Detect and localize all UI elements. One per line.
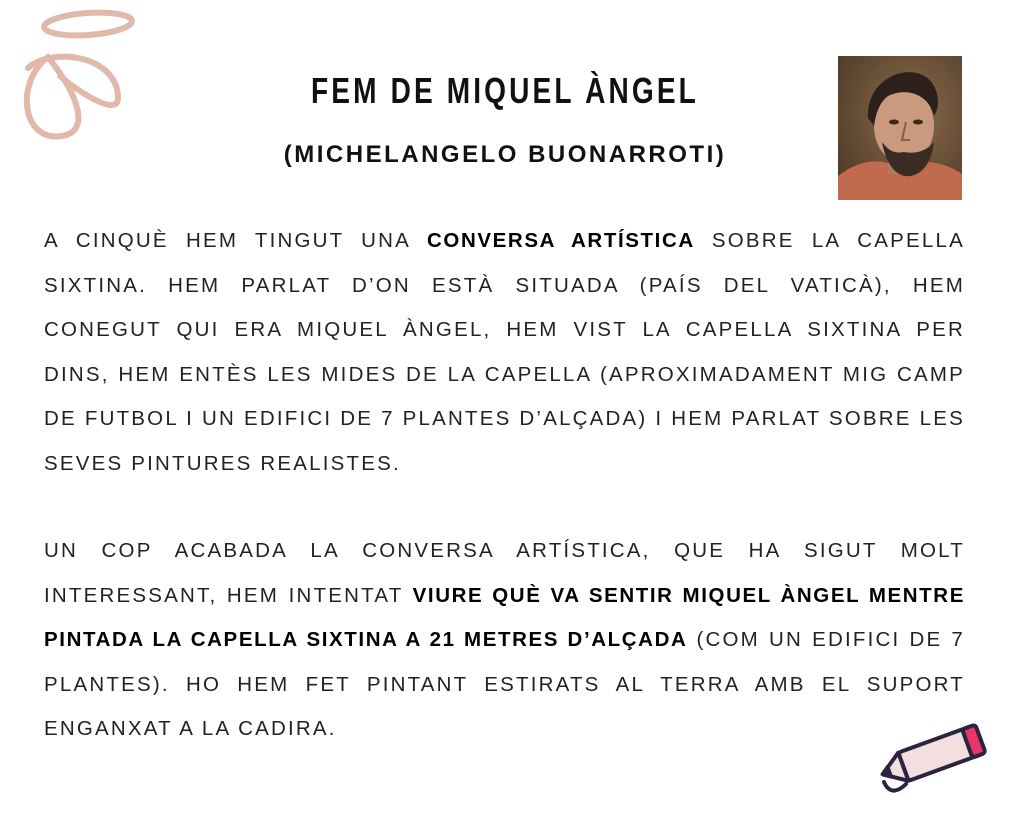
page-title: FEM DE MIQUEL ÀNGEL [311, 70, 699, 111]
paragraph-2-text-b: (COM UN EDIFICI DE 7 PLANTES). HO HEM FET PINTANT ESTIRATS AL TERRA AMB EL SUPORT ENGANXAT A LA CADIRA. [44, 628, 965, 740]
paragraph-2-emphasis: VIURE QUÈ VA SENTIR MIQUEL ÀNGEL MENTRE PINTADA LA CAPELLA SIXTINA A 21 METRES D’ALÇADA [44, 583, 965, 651]
paragraph-1-text-a: A CINQUÈ HEM TINGUT UNA [44, 229, 428, 252]
pencil-icon [876, 712, 996, 802]
paragraph-2 [44, 529, 965, 752]
paragraph-1 [44, 219, 965, 486]
paragraph-1-emphasis: CONVERSA ARTÍSTICA [427, 229, 695, 252]
paragraph-1-text-b: SOBRE LA CAPELLA SIXTINA. HEM PARLAT D’ON ESTÀ SITUADA (PAÍS DEL VATICÀ), HEM CONEGUT QUI ERA MIQUEL ÀNGEL, HEM VIST LA CAPELLA SIXTINA PER DINS, HEM ENTÈS LES MIDES DE LA CAPELLA (APROXIMADAMENT MIG CAMP DE FUTBOL I UN EDIFICI DE 7 PLANTES D’ALÇADA) I HEM PARLAT SOBRE LES SEVES PINTURES REALISTES. [44, 229, 965, 475]
page-subtitle: (MICHELANGELO BUONARROTI) [283, 141, 727, 168]
michelangelo-portrait [838, 56, 962, 200]
paragraph-2-text-a: UN COP ACABADA LA CONVERSA ARTÍSTICA, QUE HA SIGUT MOLT INTERESSANT, HEM INTENTAT [44, 539, 965, 607]
